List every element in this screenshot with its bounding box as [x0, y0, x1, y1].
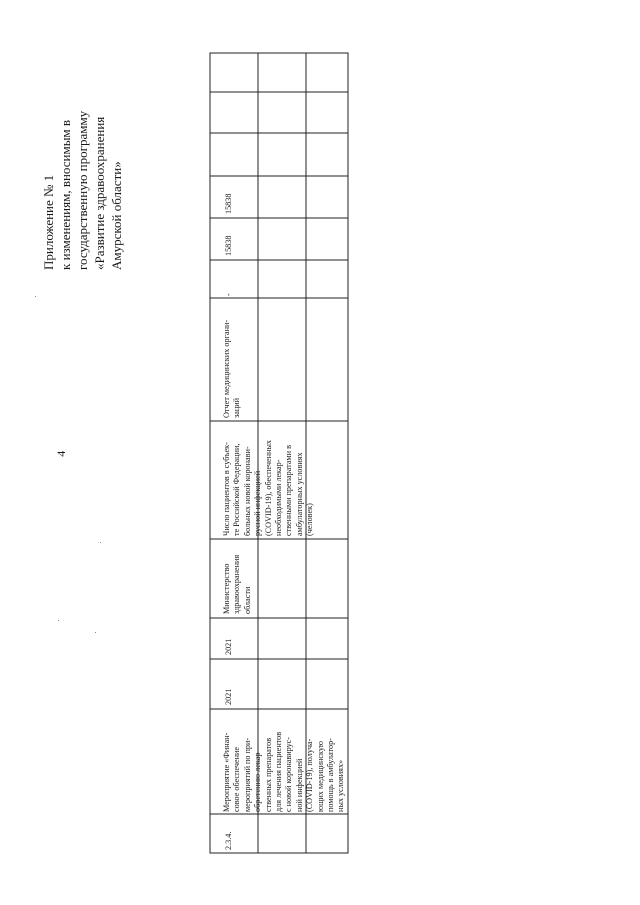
scan-speck: [100, 542, 101, 543]
source-cell: Отчет медицинских органи- заций: [222, 319, 242, 418]
indicator-cell: Число пациентов в субъек- те Российской Федерации, больных новой коронави- русной инфекцией (COVID-19), обеспеченных необходимыми лекар- ственными препаратами в амбулаторных условиях (человек): [222, 440, 315, 536]
scan-speck: [95, 632, 96, 633]
annex-line-5: Амурской области»: [109, 161, 124, 270]
page-number: 4: [53, 450, 68, 457]
annex-line-2: к изменениям, вносимым в: [58, 119, 73, 270]
year-start-cell: 2021: [224, 688, 233, 705]
measure-cell: Мероприятие «Финан- совое обеспечение мероприятий по при- обретению лекар- ственных препаратов для лечения пациентов с новой коронавирус- ной инфекцией (COVID-19), получа- ющих медицинскую помощь в амбулатор- ных условиях»: [222, 731, 346, 812]
scan-speck: [58, 620, 59, 621]
row-number-cell: 2.3.4.: [224, 831, 233, 850]
annex-line-4: «Развитие здравоохранения: [92, 116, 107, 270]
value-2022-cell: 15838: [224, 193, 233, 214]
annex-line-3: государственную программу: [75, 110, 90, 270]
value-2021-cell: 15838: [224, 235, 233, 256]
scan-speck: [35, 296, 36, 297]
year-end-cell: 2021: [224, 638, 233, 655]
dash-cell: -: [224, 293, 233, 296]
annex-title: Приложение № 1: [41, 174, 56, 270]
executor-cell: Министерство здравоохранения области: [222, 554, 252, 614]
